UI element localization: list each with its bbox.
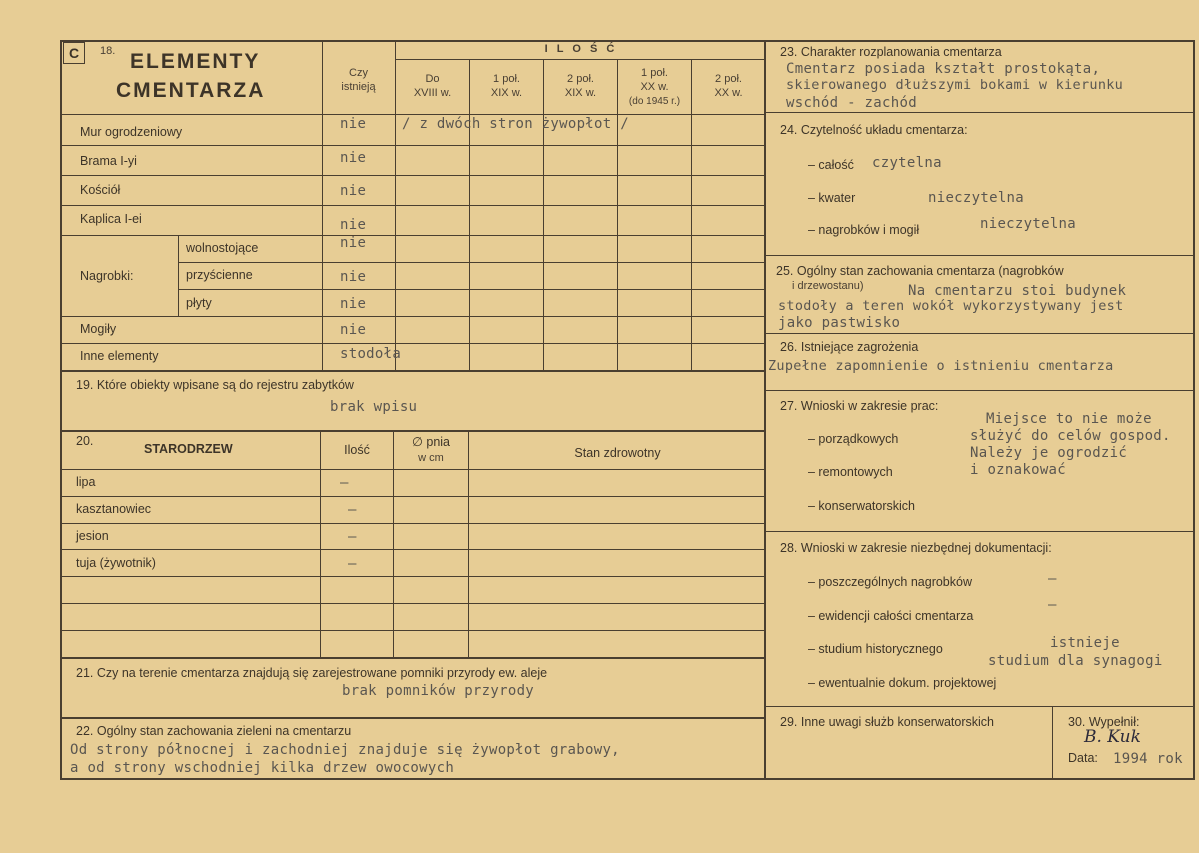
s18-title-line2: CMENTARZA bbox=[116, 79, 266, 102]
s20-col-1 bbox=[320, 431, 321, 658]
s28-studium-value-line2: studium dla synagogi bbox=[988, 653, 1163, 669]
s25-value-line1: Na cmentarzu stoi budynek bbox=[908, 283, 1127, 299]
s18-row-4 bbox=[60, 235, 766, 236]
s18-row-kaplica-exists: nie bbox=[340, 217, 367, 233]
s28-ewidencja-label: – ewidencji całości cmentarza bbox=[808, 609, 974, 623]
s27-porzadkowe-label: – porządkowych bbox=[808, 432, 899, 446]
s18-row-mogily-exists: nie bbox=[340, 322, 367, 338]
s18-row-inne-exists: stodoła bbox=[340, 346, 402, 362]
s28-studium-value-line1: istnieje bbox=[1050, 635, 1120, 651]
s20-row-4 bbox=[60, 576, 766, 577]
s28-label: 28. Wnioski w zakresie niezbędnej dokumentacji: bbox=[780, 541, 1052, 555]
s18-row-brama-label: Brama I-yi bbox=[80, 154, 137, 168]
s20-row-jesion-name: jesion bbox=[76, 529, 109, 543]
s25-bottom bbox=[765, 333, 1195, 334]
s18-row-kaplica-label: Kaplica I-ei bbox=[80, 212, 142, 226]
s20-col-3 bbox=[468, 431, 469, 658]
s18-row-2 bbox=[60, 175, 766, 176]
s18-row-mur-note: / z dwóch stron żywopłot / bbox=[402, 116, 629, 132]
s21-value: brak pomników przyrody bbox=[342, 683, 535, 699]
panel-divider bbox=[764, 40, 766, 780]
s27-value-line4: i oznakować bbox=[970, 462, 1067, 478]
s20-row-2 bbox=[60, 523, 766, 524]
s18-row-mur-label: Mur ogrodzeniowy bbox=[80, 125, 183, 139]
frame-right bbox=[1193, 40, 1195, 780]
s18-row-plyty-label: płyty bbox=[186, 296, 212, 310]
s18-col1-h1: Do bbox=[425, 73, 440, 85]
s20-header-bottom bbox=[60, 469, 766, 470]
s26-bottom bbox=[765, 390, 1195, 391]
s18-col2-h2: XIX w. bbox=[490, 87, 523, 99]
s20-row-6 bbox=[60, 630, 766, 631]
s30-label: 30. Wypełnił: bbox=[1068, 715, 1140, 729]
s20-col-diam-2: w cm bbox=[418, 452, 444, 464]
s20-row-lipa-qty: — bbox=[340, 475, 349, 491]
s27-value-line1: Miejsce to nie może bbox=[986, 411, 1152, 427]
s18-col-exists-header-1: Czy bbox=[349, 67, 368, 79]
s18-row-mur-exists: nie bbox=[340, 116, 367, 132]
s24-nagrobki-value: nieczytelna bbox=[980, 216, 1077, 232]
s18-col4-h1: 1 poł. bbox=[641, 67, 668, 79]
s18-row-8 bbox=[60, 343, 766, 344]
s18-row-brama-exists: nie bbox=[340, 150, 367, 166]
s18-row-5 bbox=[178, 262, 766, 263]
s18-quantity-underline bbox=[396, 59, 766, 60]
s20-bottom bbox=[60, 657, 766, 659]
s27-label: 27. Wnioski w zakresie prac: bbox=[780, 399, 939, 413]
frame-left bbox=[60, 40, 62, 780]
s18-col1-h2: XVIII w. bbox=[413, 87, 452, 99]
s18-row-plyty-exists: nie bbox=[340, 296, 367, 312]
s20-number: 20. bbox=[76, 434, 94, 448]
s25-label-line2: i drzewostanu) bbox=[792, 280, 864, 292]
s20-col-health: Stan zdrowotny bbox=[574, 446, 661, 460]
s18-title-line1: ELEMENTY bbox=[130, 50, 261, 73]
s24-calosc-label: – całość bbox=[808, 158, 854, 172]
s18-row-kosciol-label: Kościół bbox=[80, 183, 121, 197]
s18-row-wolnostojace-label: wolnostojące bbox=[186, 241, 259, 255]
s27-konserwatorskie-label: – konserwatorskich bbox=[808, 499, 915, 513]
s18-col-exists-header-2: istnieją bbox=[341, 81, 376, 93]
s22-label: 22. Ogólny stan zachowania zieleni na cmentarzu bbox=[76, 724, 352, 738]
s22-value-line2: a od strony wschodniej kilka drzew owocowych bbox=[70, 760, 455, 776]
s25-label-line1: 25. Ogólny stan zachowania cmentarza (nagrobków bbox=[776, 264, 1064, 278]
s19-bottom bbox=[60, 430, 766, 432]
s24-kwater-value: nieczytelna bbox=[928, 190, 1025, 206]
s27-value-line3: Należy je ogrodzić bbox=[970, 445, 1128, 461]
s18-col-5 bbox=[691, 59, 692, 370]
s18-bottom bbox=[60, 370, 766, 372]
s28-ewidencja-value: – bbox=[1048, 597, 1057, 613]
s28-projektowa-label: – ewentualnie dokum. projektowej bbox=[808, 676, 997, 690]
s21-label: 21. Czy na terenie cmentarza znajdują się zarejestrowane pomniki przyrody ew. aleje bbox=[76, 666, 548, 680]
s23-value-line3: wschód - zachód bbox=[786, 95, 917, 111]
s20-row-kasztanowiec-name: kasztanowiec bbox=[76, 502, 152, 516]
s18-col3-h2: XIX w. bbox=[564, 87, 597, 99]
s30-date-label: Data: bbox=[1068, 751, 1098, 765]
s18-row-kosciol-exists: nie bbox=[340, 183, 367, 199]
s20-row-tuja-qty: — bbox=[348, 556, 357, 572]
s18-col4-h2: XX w. bbox=[640, 81, 669, 93]
s18-quantity-header: I L O Ś Ć bbox=[544, 43, 618, 55]
s20-col-qty: Ilość bbox=[344, 443, 370, 457]
s20-row-kasztanowiec-qty: — bbox=[348, 502, 357, 518]
s24-nagrobki-label: – nagrobków i mogił bbox=[808, 223, 920, 237]
s20-col-2 bbox=[393, 431, 394, 658]
s18-nagrobki-divider bbox=[178, 235, 179, 316]
s28-nagrobki-value: – bbox=[1048, 571, 1057, 587]
s22-value-line1: Od strony północnej i zachodniej znajduje się żywopłot grabowy, bbox=[70, 742, 620, 758]
s18-col3-h1: 2 poł. bbox=[567, 73, 594, 85]
s29-label: 29. Inne uwagi służb konserwatorskich bbox=[780, 715, 995, 729]
s18-row-wolnostojace-exists: nie bbox=[340, 235, 367, 251]
s28-bottom bbox=[765, 706, 1195, 707]
s26-label: 26. Istniejące zagrożenia bbox=[780, 340, 919, 354]
s29-s30-divider bbox=[1052, 706, 1053, 779]
s21-bottom bbox=[60, 717, 766, 719]
c-box: C bbox=[63, 42, 85, 64]
s27-bottom bbox=[765, 531, 1195, 532]
s24-calosc-value: czytelna bbox=[872, 155, 942, 171]
s18-row-mogily-label: Mogiły bbox=[80, 322, 117, 336]
s23-label: 23. Charakter rozplanowania cmentarza bbox=[780, 45, 1002, 59]
s18-row-1 bbox=[60, 145, 766, 146]
s20-row-5 bbox=[60, 603, 766, 604]
s18-col5-h1: 2 poł. bbox=[715, 73, 742, 85]
s18-nagrobki-group-label: Nagrobki: bbox=[80, 269, 134, 283]
s20-row-3 bbox=[60, 549, 766, 550]
s23-value-line1: Cmentarz posiada kształt prostokąta, bbox=[786, 61, 1101, 77]
s27-remontowe-label: – remontowych bbox=[808, 465, 893, 479]
frame-top bbox=[60, 40, 1195, 42]
s18-row-3 bbox=[60, 205, 766, 206]
s24-bottom bbox=[765, 255, 1195, 256]
s18-col2-h1: 1 poł. bbox=[493, 73, 520, 85]
s24-label: 24. Czytelność układu cmentarza: bbox=[780, 123, 968, 137]
s20-col-diam-1: ∅ pnia bbox=[412, 435, 450, 449]
s18-row-inne-label: Inne elementy bbox=[80, 349, 159, 363]
s18-col4-h3: (do 1945 r.) bbox=[628, 96, 681, 107]
frame-bottom bbox=[60, 778, 1195, 780]
s18-col5-h2: XX w. bbox=[714, 87, 743, 99]
s18-row-przyscienne-label: przyścienne bbox=[186, 268, 253, 282]
s30-date-value: 1994 rok bbox=[1113, 751, 1183, 767]
s18-number: 18. bbox=[100, 45, 116, 57]
s25-value-line2: stodoły a teren wokół wykorzystywany jest bbox=[778, 298, 1124, 314]
s26-value: Zupełne zapomnienie o istnieniu cmentarza bbox=[768, 358, 1114, 374]
s20-row-jesion-qty: — bbox=[348, 529, 357, 545]
s20-row-1 bbox=[60, 496, 766, 497]
s19-label: 19. Które obiekty wpisane są do rejestru zabytków bbox=[76, 378, 354, 392]
s25-value-line3: jako pastwisko bbox=[778, 315, 901, 331]
s24-kwater-label: – kwater bbox=[808, 191, 856, 205]
s23-value-line2: skierowanego dłuższymi bokami w kierunku bbox=[786, 77, 1124, 93]
s27-value-line2: służyć do celów gospod. bbox=[970, 428, 1171, 444]
s18-col-2 bbox=[469, 59, 470, 370]
s28-nagrobki-label: – poszczególnych nagrobków bbox=[808, 575, 972, 589]
s18-row-6 bbox=[178, 289, 766, 290]
s20-row-tuja-name: tuja (żywotnik) bbox=[76, 556, 156, 570]
s18-header-bottom bbox=[60, 114, 766, 115]
s20-title: STARODRZEW bbox=[144, 442, 233, 456]
s23-bottom bbox=[765, 112, 1195, 113]
s18-row-przyscienne-exists: nie bbox=[340, 269, 367, 285]
s20-row-lipa-name: lipa bbox=[76, 475, 96, 489]
s28-studium-label: – studium historycznego bbox=[808, 642, 943, 656]
s18-row-7 bbox=[60, 316, 766, 317]
s19-value: brak wpisu bbox=[330, 399, 418, 415]
s30-signature: B. Kuk bbox=[1084, 727, 1141, 747]
s18-col-3 bbox=[543, 59, 544, 370]
